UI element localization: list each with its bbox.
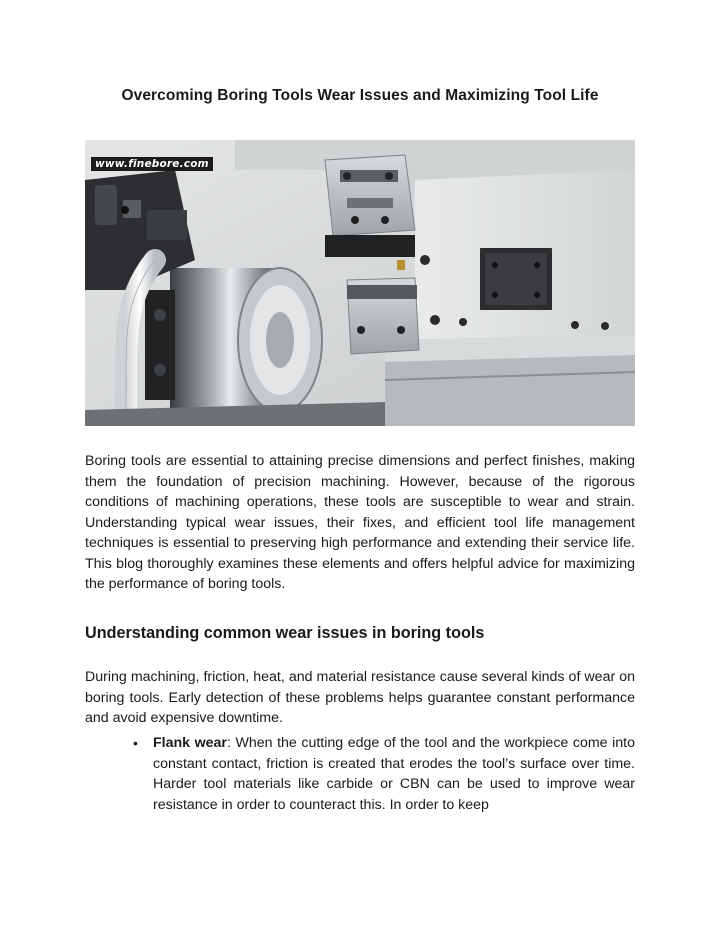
bullet-term: Flank wear <box>153 735 227 751</box>
section-paragraph: During machining, friction, heat, and material resistance cause several kinds of wear on boring tools. Early detection of these problems helps guarantee constant performance and avoid expensive downtime. <box>85 669 635 726</box>
intro-paragraph: Boring tools are essential to attaining precise dimensions and perfect finishes, making them the foundation of precision machining. However, because of the rigorous conditions of machining operations, these tools are susceptible to wear and strain. Understanding typical wear issues, their fixes, and efficient tool life management techniques is essential to preserving high performance and extending their service life. This blog thoroughly examines these elements and offers helpful advice for maximizing the performance of boring tools. <box>85 453 635 592</box>
bullet-marker: • <box>133 735 138 751</box>
wear-issues-list <box>133 733 635 815</box>
lathe-illustration <box>85 140 635 426</box>
list-item <box>133 733 635 815</box>
lathe-machine-photo <box>85 140 635 426</box>
section-heading: Understanding common wear issues in boring tools <box>85 624 485 642</box>
document-title: Overcoming Boring Tools Wear Issues and Maximizing Tool Life <box>121 87 599 104</box>
bullet-text: : When the cutting edge of the tool and the workpiece come into constant contact, friction is created that erodes the tool’s surface over time. Harder tool materials like carbide or CBN can be used to improve wear resistance in order to counteract this. In order to keep <box>153 735 635 813</box>
image-watermark: www.finebore.com <box>91 157 213 171</box>
